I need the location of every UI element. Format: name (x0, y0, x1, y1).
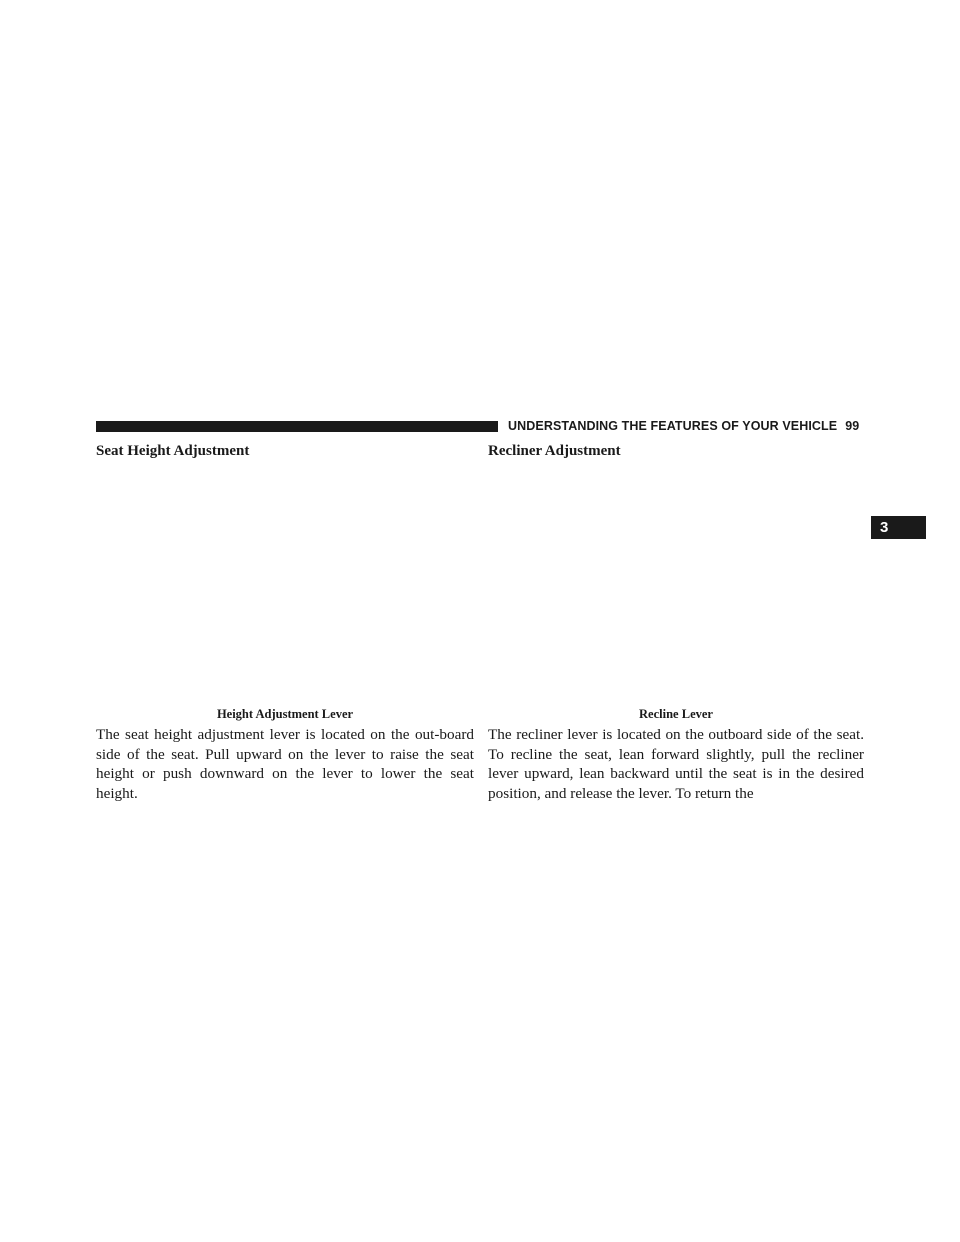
figure-height-adjustment (96, 470, 474, 698)
page-number: 99 (845, 419, 860, 433)
section-title-seat-height: Seat Height Adjustment (96, 443, 250, 459)
figure-caption-recline-lever: Recline Lever (639, 707, 713, 721)
paragraph-recliner: The recliner lever is located on the outboard side of the seat. To recline the seat, lean forward slightly, pull the recliner lever upward, lean backward until the seat is in the desired position, and release the lever. To return the (488, 726, 864, 802)
header-rule (96, 421, 498, 432)
figure-caption-height-lever: Height Adjustment Lever (216, 707, 354, 721)
paragraph-seat-height: The seat height adjustment lever is located on the out-board side of the seat. Pull upward on the lever to raise the seat height or push downward on the lever to lower the seat height. (96, 726, 474, 802)
chapter-tab: 3 (871, 516, 926, 539)
section-title-recliner: Recliner Adjustment (488, 443, 621, 459)
figure-recline-lever (488, 470, 864, 698)
running-header (508, 419, 859, 433)
running-title: UNDERSTANDING THE FEATURES OF YOUR VEHICLE (508, 419, 838, 433)
